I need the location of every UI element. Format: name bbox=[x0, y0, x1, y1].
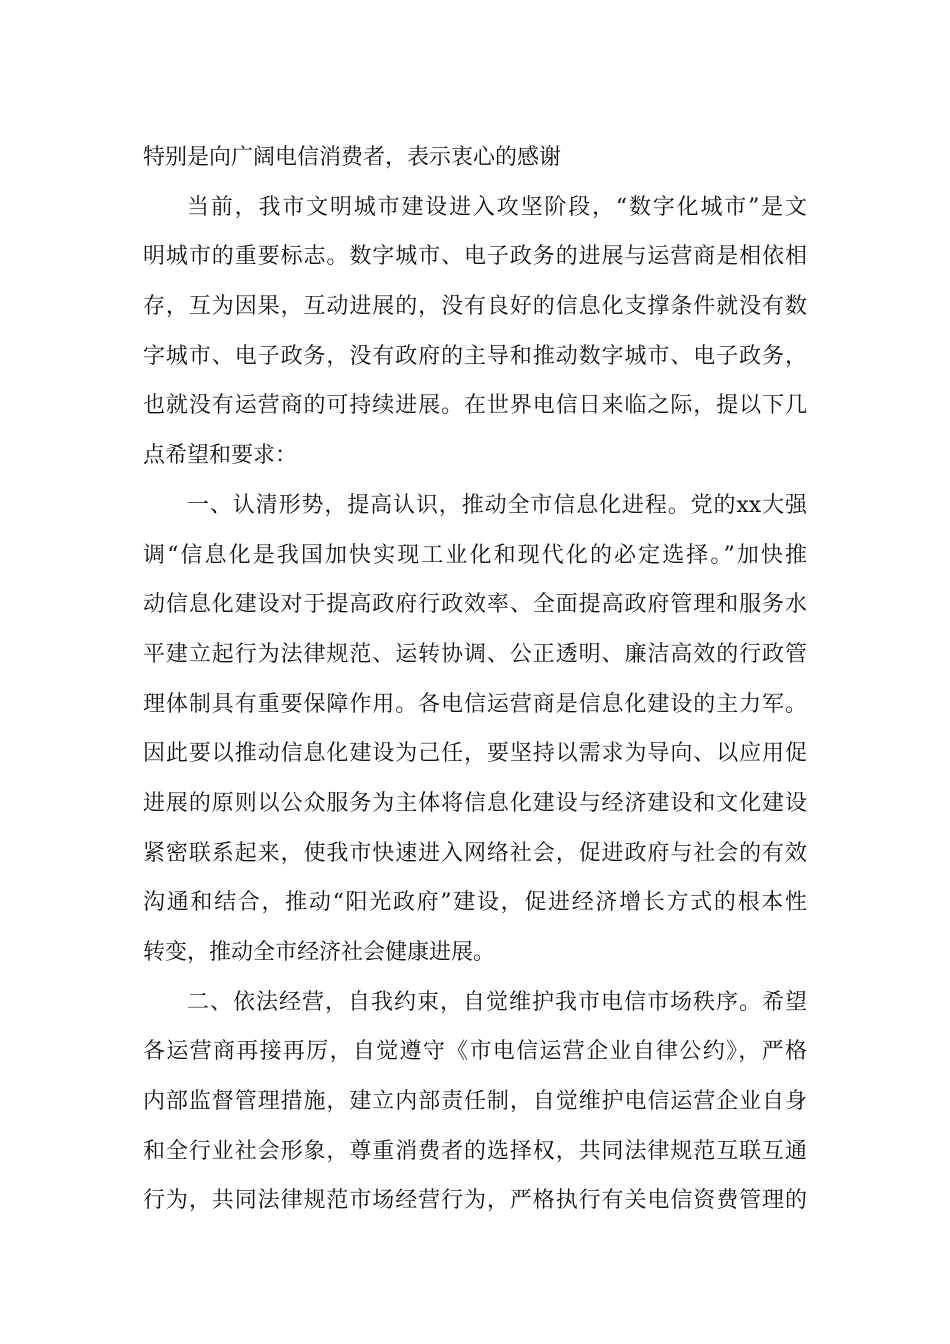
document-body bbox=[143, 133, 807, 1226]
text-line: 平建立起行为法律规范、运转协调、公正透明、廉洁高效的行政管 bbox=[143, 641, 807, 667]
text-line: 沟通和结合，推动“阳光政府”建设，促进经济增长方式的根本性 bbox=[143, 890, 807, 916]
text-line: 行为，共同法律规范市场经营行为，严格执行有关电信资费管理的 bbox=[143, 1188, 807, 1214]
text-line: 存，互为因果，互动进展的，没有良好的信息化支撑条件就没有数 bbox=[143, 294, 807, 320]
text-line: 理体制具有重要保障作用。各电信运营商是信息化建设的主力军。 bbox=[143, 691, 807, 717]
text-line: 二、依法经营，自我约束，自觉维护我市电信市场秩序。希望 bbox=[187, 989, 807, 1015]
text-line: 内部监督管理措施，建立内部责任制，自觉维护电信运营企业自身 bbox=[143, 1089, 807, 1115]
text-line: 和全行业社会形象，尊重消费者的选择权，共同法律规范互联互通 bbox=[143, 1138, 807, 1164]
text-line: 进展的原则以公众服务为主体将信息化建设与经济建设和文化建设 bbox=[143, 790, 807, 816]
text-line: 紧密联系起来，使我市快速进入网络社会，促进政府与社会的有效 bbox=[143, 840, 807, 866]
text-line: 特别是向广阔电信消费者，表示衷心的感谢 bbox=[143, 145, 562, 170]
text-line: 因此要以推动信息化建设为己任，要坚持以需求为导向、以应用促 bbox=[143, 741, 807, 767]
text-line: 调“信息化是我国加快实现工业化和现代化的必定选择。”加快推 bbox=[143, 542, 807, 568]
text-line: 点希望和要求： bbox=[143, 443, 298, 469]
text-line: 也就没有运营商的可持续进展。在世界电信日来临之际，提以下几 bbox=[143, 393, 807, 419]
text-line: 各运营商再接再厉，自觉遵守《市电信运营企业自律公约》，严格 bbox=[143, 1039, 807, 1065]
text-line: 当前，我市文明城市建设进入攻坚阶段，“数字化城市”是文 bbox=[187, 194, 807, 220]
text-line: 动信息化建设对于提高政府行政效率、全面提高政府管理和服务水 bbox=[143, 592, 807, 618]
text-line: 转变，推动全市经济社会健康进展。 bbox=[143, 940, 496, 965]
text-line: 字城市、电子政务，没有政府的主导和推动数字城市、电子政务， bbox=[143, 343, 807, 369]
text-line: 明城市的重要标志。数字城市、电子政务的进展与运营商是相依相 bbox=[143, 244, 807, 270]
text-line: 一、认清形势，提高认识，推动全市信息化进程。党的xx大强 bbox=[187, 492, 807, 518]
